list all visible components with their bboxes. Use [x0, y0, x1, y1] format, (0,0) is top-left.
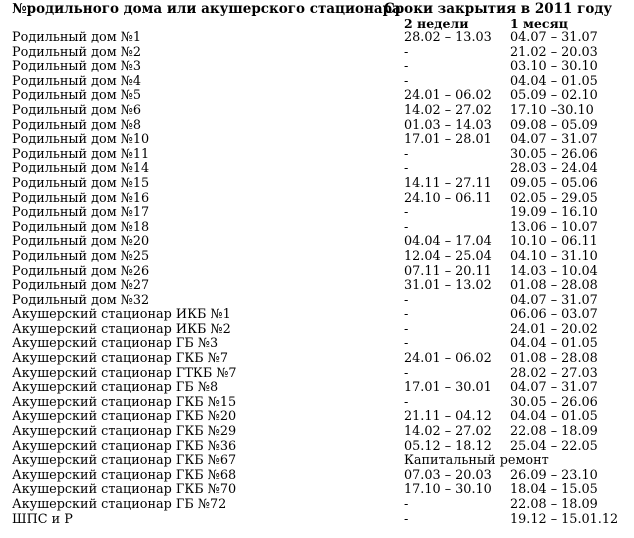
facility-name: Акушерский стационар ГКБ №7 [12, 351, 229, 367]
facility-name: Родильный дом №15 [12, 175, 150, 191]
one-month-period: 30.05 – 26.06 [510, 394, 598, 410]
facility-name: Родильный дом №27 [12, 278, 150, 294]
facility-name: Родильный дом №5 [12, 88, 141, 104]
facility-name: Акушерский стационар ИКБ №1 [12, 307, 231, 323]
two-weeks-period: 07.03 – 20.03 [404, 467, 492, 483]
header-closing-title: Сроки закрытия в 2011 году [384, 1, 613, 17]
one-month-period: 13.06 – 10.07 [510, 219, 598, 235]
header-one-month: 1 месяц [510, 16, 568, 31]
table-row [0, 221, 634, 236]
facility-name: Родильный дом №14 [12, 161, 150, 177]
facility-name: Родильный дом №17 [12, 205, 150, 221]
facility-name: Акушерский стационар ГКБ №29 [12, 424, 237, 440]
two-weeks-period: - [404, 219, 409, 235]
two-weeks-period: - [404, 336, 409, 352]
one-month-period: 04.10 – 31.10 [510, 248, 598, 264]
facility-name: Родильный дом №26 [12, 263, 150, 279]
two-weeks-period: 07.11 – 20.11 [404, 263, 492, 279]
two-weeks-period: Капитальный ремонт [404, 453, 549, 469]
table-row [0, 279, 634, 294]
one-month-period: 22.08 – 18.09 [510, 497, 598, 512]
one-month-period: 04.07 – 31.07 [510, 292, 598, 308]
table-row [0, 308, 634, 323]
two-weeks-period: 12.04 – 25.04 [404, 248, 492, 264]
table-row [0, 469, 634, 484]
table-row [0, 483, 634, 498]
facility-name: Родильный дом №1 [12, 30, 141, 45]
facility-name: Акушерский стационар ГКБ №20 [12, 409, 237, 425]
table-row [0, 177, 634, 192]
table-row [0, 425, 634, 440]
one-month-period: 14.03 – 10.04 [510, 263, 598, 279]
facility-name: Родильный дом №6 [12, 102, 141, 118]
one-month-period: 01.08 – 28.08 [510, 278, 598, 294]
two-weeks-period: - [404, 205, 409, 221]
facility-name: Родильный дом №32 [12, 292, 150, 308]
table-row [0, 250, 634, 265]
one-month-period: 01.08 – 28.08 [510, 351, 598, 367]
one-month-period: 09.05 – 05.06 [510, 175, 598, 191]
one-month-period: 05.09 – 02.10 [510, 88, 598, 104]
two-weeks-period: - [404, 161, 409, 177]
two-weeks-period: - [404, 146, 409, 162]
table-row [0, 265, 634, 280]
header-two-weeks: 2 недели [404, 16, 469, 31]
one-month-period: 25.04 – 22.05 [510, 438, 598, 454]
one-month-period: 19.09 – 16.10 [510, 205, 598, 221]
two-weeks-period: 14.02 – 27.02 [404, 102, 492, 118]
facility-name: Родильный дом №10 [12, 132, 150, 148]
facility-name: Акушерский стационар ГБ №72 [12, 497, 227, 512]
two-weeks-period: 04.04 – 17.04 [404, 234, 492, 250]
two-weeks-period: - [404, 511, 409, 527]
one-month-period: 19.12 – 15.01.12 [510, 511, 619, 527]
two-weeks-period: 17.01 – 28.01 [404, 132, 492, 148]
two-weeks-period: - [404, 365, 409, 381]
one-month-period: 09.08 – 05.09 [510, 117, 598, 133]
facility-name: Акушерский стационар ГТКБ №7 [12, 365, 237, 381]
two-weeks-period: - [404, 394, 409, 410]
two-weeks-period: - [404, 307, 409, 323]
table-row [0, 192, 634, 207]
table-row [0, 60, 634, 75]
table-row [0, 133, 634, 148]
facility-name: Родильный дом №4 [12, 73, 141, 89]
two-weeks-period: 17.01 – 30.01 [404, 380, 492, 396]
two-weeks-period: - [404, 321, 409, 337]
table-row [0, 396, 634, 411]
one-month-period: 28.02 – 27.03 [510, 365, 598, 381]
one-month-period: 06.06 – 03.07 [510, 307, 598, 323]
two-weeks-period: 24.10 – 06.11 [404, 190, 492, 206]
one-month-period: 04.07 – 31.07 [510, 30, 598, 45]
table-row [0, 75, 634, 90]
table-row [0, 31, 634, 46]
facility-name: Акушерский стационар ГКБ №36 [12, 438, 237, 454]
table-row [0, 162, 634, 177]
one-month-period: 21.02 – 20.03 [510, 44, 598, 60]
facility-name: Родильный дом №8 [12, 117, 141, 133]
two-weeks-period: 21.11 – 04.12 [404, 409, 492, 425]
facility-name: ШПС и Р [12, 511, 73, 527]
table-row [0, 367, 634, 382]
one-month-period: 10.10 – 06.11 [510, 234, 598, 250]
one-month-period: 28.03 – 24.04 [510, 161, 598, 177]
facility-name: Родильный дом №18 [12, 219, 150, 235]
table-row [0, 323, 634, 338]
one-month-period: 04.04 – 01.05 [510, 409, 598, 425]
facility-name: Акушерский стационар ИКБ №2 [12, 321, 231, 337]
table-row [0, 454, 634, 469]
one-month-period: 04.07 – 31.07 [510, 380, 598, 396]
table-row [0, 513, 634, 528]
table-row [0, 104, 634, 119]
one-month-period: 17.10 –30.10 [510, 102, 594, 118]
two-weeks-period: 17.10 – 30.10 [404, 482, 492, 498]
table-row [0, 148, 634, 163]
one-month-period: 22.08 – 18.09 [510, 424, 598, 440]
one-month-period: 04.07 – 31.07 [510, 132, 598, 148]
facility-name: Акушерский стационар ГКБ №67 [12, 453, 237, 469]
schedule-rows [0, 31, 634, 527]
table-row [0, 294, 634, 309]
one-month-period: 04.04 – 01.05 [510, 73, 598, 89]
two-weeks-period: 01.03 – 14.03 [404, 117, 492, 133]
one-month-period: 18.04 – 15.05 [510, 482, 598, 498]
facility-name: Родильный дом №25 [12, 248, 150, 264]
facility-name: Акушерский стационар ГКБ №68 [12, 467, 237, 483]
table-row [0, 498, 634, 513]
table-row [0, 440, 634, 455]
two-weeks-period: 24.01 – 06.02 [404, 351, 492, 367]
facility-name: Родильный дом №2 [12, 44, 141, 60]
table-row [0, 206, 634, 221]
two-weeks-period: 28.02 – 13.03 [404, 30, 492, 45]
table-row [0, 352, 634, 367]
two-weeks-period: 31.01 – 13.02 [404, 278, 492, 294]
one-month-period: 02.05 – 29.05 [510, 190, 598, 206]
facility-name: Акушерский стационар ГКБ №15 [12, 394, 237, 410]
one-month-period: 03.10 – 30.10 [510, 59, 598, 75]
facility-name: Родильный дом №16 [12, 190, 150, 206]
two-weeks-period: 24.01 – 06.02 [404, 88, 492, 104]
table-row [0, 235, 634, 250]
one-month-period: 24.01 – 20.02 [510, 321, 598, 337]
two-weeks-period: 14.11 – 27.11 [404, 175, 492, 191]
facility-name: Родильный дом №20 [12, 234, 150, 250]
table-row [0, 337, 634, 352]
two-weeks-period: - [404, 59, 409, 75]
facility-name: Акушерский стационар ГБ №3 [12, 336, 219, 352]
table-row [0, 46, 634, 61]
one-month-period: 26.09 – 23.10 [510, 467, 598, 483]
table-row [0, 89, 634, 104]
table-row [0, 119, 634, 134]
two-weeks-period: - [404, 73, 409, 89]
table-row [0, 410, 634, 425]
one-month-period: 04.04 – 01.05 [510, 336, 598, 352]
facility-name: Акушерский стационар ГКБ №70 [12, 482, 237, 498]
facility-name: Родильный дом №3 [12, 59, 141, 75]
header-name-column: №родильного дома или акушерского стационара [12, 1, 401, 17]
two-weeks-period: - [404, 497, 409, 512]
two-weeks-period: 05.12 – 18.12 [404, 438, 492, 454]
two-weeks-period: - [404, 292, 409, 308]
two-weeks-period: 14.02 – 27.02 [404, 424, 492, 440]
facility-name: Акушерский стационар ГБ №8 [12, 380, 219, 396]
facility-name: Родильный дом №11 [12, 146, 150, 162]
one-month-period: 30.05 – 26.06 [510, 146, 598, 162]
two-weeks-period: - [404, 44, 409, 60]
table-row [0, 381, 634, 396]
